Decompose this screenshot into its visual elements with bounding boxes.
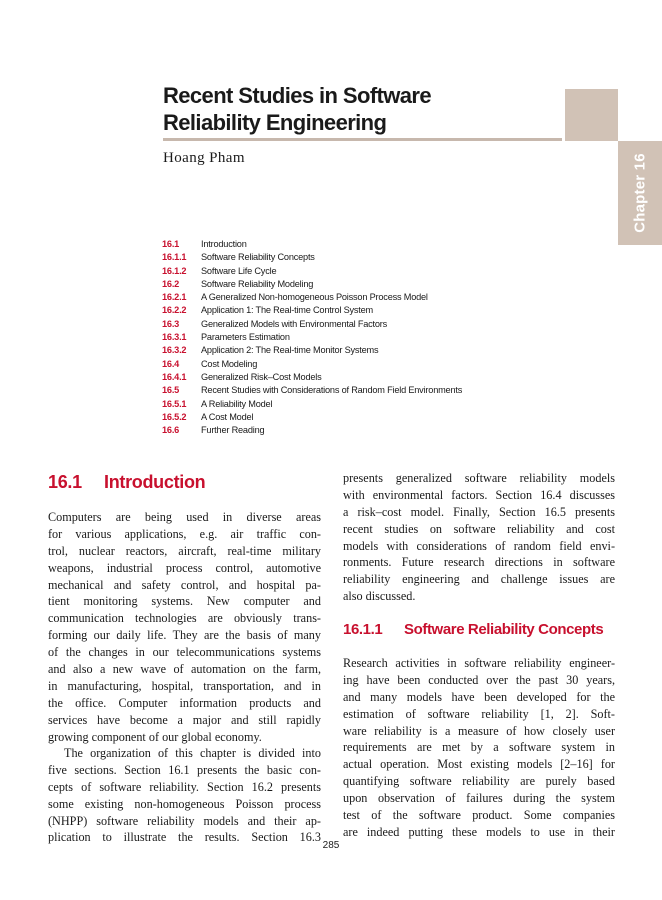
text-line: plication to illustrate the results. Section 16.3 [48, 830, 321, 845]
toc-entry-number: 16.6 [162, 425, 180, 436]
text-line: test of the software product. Some companies [343, 808, 615, 823]
text-line: quantifying software reliability are purely based [343, 774, 615, 789]
toc-entry[interactable] [162, 291, 522, 304]
text-line: forming our daily life. They are the basis of many [48, 628, 321, 643]
section-title: Introduction [104, 472, 206, 492]
toc-entry[interactable] [162, 411, 522, 424]
text-line: the office. Computer information products and [48, 695, 321, 710]
toc-entry[interactable] [162, 358, 522, 371]
toc-entry-number: 16.2.1 [162, 292, 187, 303]
toc-entry-label: Software Reliability Modeling [201, 278, 314, 289]
chapter-tab-label: Chapter 16 [631, 153, 649, 233]
text-line: for various applications, e.g. air traffic con- [48, 526, 321, 541]
text-line: weapons, industrial process control, automotive [48, 560, 321, 575]
text-line: (NHPP) software reliability models and their ap- [48, 813, 321, 828]
subsection-heading [343, 621, 603, 638]
toc-entry-label: Software Life Cycle [201, 265, 277, 276]
toc-entry[interactable] [162, 318, 522, 331]
toc-entry-label: Parameters Estimation [201, 332, 290, 343]
section-heading [48, 472, 205, 493]
toc-entry[interactable] [162, 331, 522, 344]
text-line: presents generalized software reliability models [343, 471, 615, 485]
toc-entry-label: Application 2: The Real-time Monitor Systems [201, 345, 379, 356]
intro-paragraph-2-continued [343, 470, 615, 605]
text-line: growing component of our global economy. [48, 729, 262, 744]
chapter-decor-box [565, 89, 618, 141]
section-number: 16.1 [48, 472, 82, 492]
toc-entry-label: Further Reading [201, 425, 265, 436]
text-line: and also a new wave of automation on the farm, [48, 662, 321, 677]
text-line: estimation of software reliability [1, 2]. Soft- [343, 706, 615, 721]
toc-entry-label: Cost Modeling [201, 358, 258, 369]
text-line: mechanical and safety control, and hospital pa- [48, 577, 321, 592]
toc-entry-label: A Reliability Model [201, 398, 273, 409]
toc-entry-number: 16.5.1 [162, 398, 187, 409]
toc-entry-number: 16.1 [162, 239, 180, 249]
text-line: models with considerations of random field envi- [343, 538, 615, 553]
toc-entry-number: 16.5.2 [162, 411, 187, 422]
toc-entry[interactable] [162, 251, 522, 264]
toc-entry-number: 16.3.1 [162, 332, 187, 343]
intro-paragraph-2 [48, 745, 321, 846]
text-line: are indeed putting these models to use in their [343, 824, 615, 839]
toc-entry[interactable] [162, 278, 522, 291]
text-line: communication technologies are obviously trans- [48, 611, 321, 626]
text-line: five sections. Section 16.1 presents the basic con- [48, 762, 321, 777]
text-line: The organization of this chapter is divided into [64, 746, 321, 760]
toc-entry-number: 16.2 [162, 278, 180, 289]
toc-entry-number: 16.4.1 [162, 371, 187, 382]
toc-entry-number: 16.2.2 [162, 305, 187, 316]
text-line: with environmental factors. Section 16.4 discusses [343, 487, 615, 502]
chapter-title-line-1: Recent Studies in Software [163, 83, 432, 108]
text-line: and many models have been developed for the [343, 689, 615, 704]
toc-entry[interactable] [162, 384, 522, 397]
concepts-paragraph [343, 655, 615, 841]
toc-entry-number: 16.1.2 [162, 265, 187, 276]
intro-paragraph-1 [48, 509, 321, 745]
toc-entry-number: 16.5 [162, 385, 180, 396]
toc-entry-number: 16.1.1 [162, 252, 187, 263]
toc-entry-label: Generalized Models with Environmental Factors [201, 318, 388, 329]
toc-entry-number: 16.4 [162, 358, 180, 369]
text-line: in manufacturing, hospital, transportation, and in [48, 678, 321, 693]
toc-entry-label: A Generalized Non-homogeneous Poisson Process Model [201, 292, 428, 303]
text-line: also discussed. [343, 589, 416, 604]
title-divider [163, 138, 562, 141]
text-line: some existing non-homogeneous Poisson process [48, 796, 321, 811]
toc-entry[interactable] [162, 344, 522, 357]
text-line: tient monitoring systems. New computer and [48, 594, 321, 609]
text-line: services have become a major and still rapidly [48, 712, 321, 727]
toc-entry-label: Application 1: The Real-time Control System [201, 305, 373, 316]
text-line: recent studies on software reliability and cost [343, 521, 615, 536]
toc-entry[interactable] [162, 238, 522, 251]
toc-entry[interactable] [162, 371, 522, 384]
text-line: ronments. Future research directions in software [343, 555, 615, 570]
toc-entry[interactable] [162, 398, 522, 411]
page-number: 285 [322, 840, 340, 851]
text-line: Computers are being used in diverse areas [48, 510, 321, 524]
text-line: requirements are met by a software system in [343, 740, 615, 755]
author-name: Hoang Pham [163, 150, 245, 166]
table-of-contents [162, 238, 522, 437]
text-line: trol, nuclear reactors, aircraft, real-time military [48, 543, 321, 558]
text-line: cepts of software reliability. Section 16.2 presents [48, 779, 321, 794]
toc-entry-number: 16.3.2 [162, 345, 187, 356]
text-line: Research activities in software reliability engineer- [343, 656, 615, 670]
toc-entry-number: 16.3 [162, 318, 180, 329]
text-line: a risk–cost model. Finally, Section 16.5 presents [343, 504, 615, 519]
subsection-number: 16.1.1 [343, 621, 383, 638]
toc-entry-label: Introduction [201, 239, 247, 249]
toc-entry-label: Generalized Risk–Cost Models [201, 371, 322, 382]
text-line: of the changes in our telecommunications systems [48, 645, 321, 660]
text-line: actual operation. Most existing models [2–16] for [343, 757, 615, 772]
chapter-title-line-2: Reliability Engineering [163, 110, 387, 135]
toc-entry-label: Software Reliability Concepts [201, 252, 315, 263]
text-line: ing have been conducted over the past 30 years, [343, 672, 615, 687]
text-line: ware reliability is a measure of how closely user [343, 723, 615, 738]
toc-entry[interactable] [162, 304, 522, 317]
toc-entry-label: Recent Studies with Considerations of Random Field Environments [201, 385, 463, 396]
text-line: upon observation of failures during the system [343, 791, 615, 806]
toc-entry[interactable] [162, 424, 522, 437]
text-line: reliability engineering and challenge issues are [343, 572, 615, 587]
toc-entry[interactable] [162, 265, 522, 278]
toc-entry-label: A Cost Model [201, 411, 254, 422]
chapter-title [163, 82, 543, 136]
subsection-title: Software Reliability Concepts [404, 621, 604, 638]
